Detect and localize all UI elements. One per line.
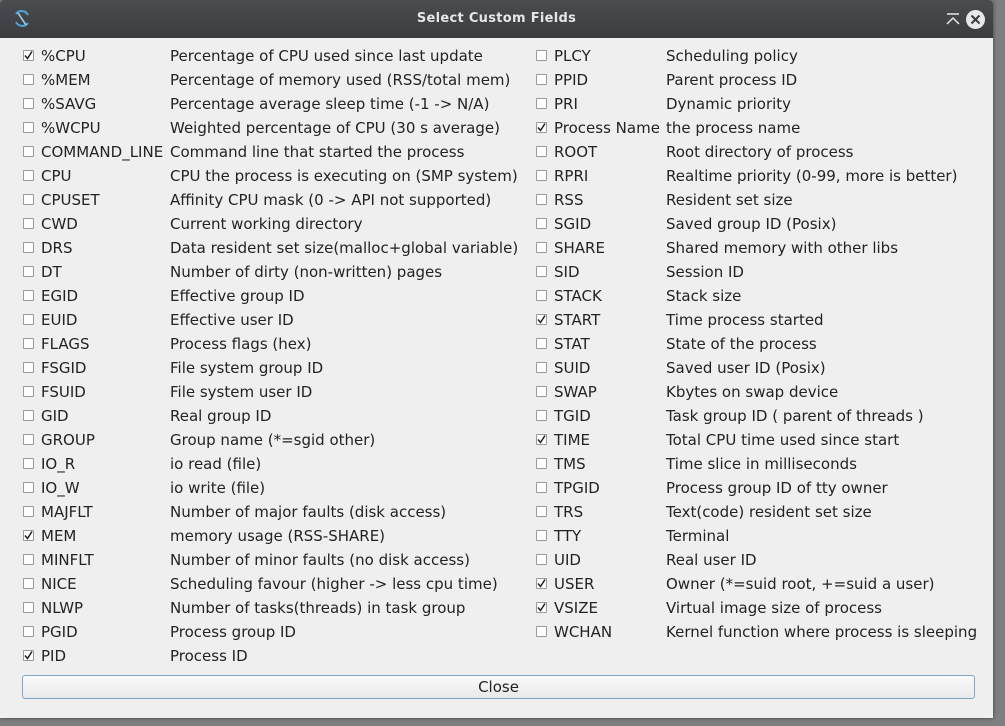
field-row-right xyxy=(0,452,993,476)
checkmark-icon xyxy=(23,650,34,661)
field-checkbox[interactable] xyxy=(536,602,547,613)
field-name[interactable]: START xyxy=(554,311,601,329)
field-name[interactable]: RSS xyxy=(554,191,584,209)
field-description: Time process started xyxy=(666,311,824,329)
field-name[interactable]: TTY xyxy=(554,527,582,545)
field-row-right xyxy=(0,140,993,164)
field-name[interactable]: STAT xyxy=(554,335,590,353)
field-name[interactable]: RPRI xyxy=(554,167,589,185)
field-row-left xyxy=(0,644,993,668)
field-name[interactable]: VSIZE xyxy=(554,599,598,617)
field-row-right xyxy=(0,548,993,572)
field-checkbox[interactable] xyxy=(536,578,547,589)
field-name[interactable]: %WCPU xyxy=(41,119,101,137)
field-description: Percentage of CPU used since last update xyxy=(170,47,483,65)
field-name[interactable]: STACK xyxy=(554,287,602,305)
field-row-right xyxy=(0,332,993,356)
field-description: Scheduling policy xyxy=(666,47,798,65)
field-description: Process flags (hex) xyxy=(170,335,312,353)
field-description: Kbytes on swap device xyxy=(666,383,839,401)
field-name[interactable]: %MEM xyxy=(41,71,91,89)
field-name[interactable]: WCHAN xyxy=(554,623,613,641)
field-name[interactable]: PID xyxy=(41,647,67,665)
field-description: File system user ID xyxy=(170,383,313,401)
field-name[interactable]: GROUP xyxy=(41,431,95,449)
field-name[interactable]: %SAVG xyxy=(41,95,97,113)
field-name[interactable]: CPU xyxy=(41,167,72,185)
field-row-right xyxy=(0,92,993,116)
field-checkbox[interactable] xyxy=(536,362,547,373)
field-checkbox[interactable] xyxy=(536,170,547,181)
field-description: Kernel function where process is sleeping xyxy=(666,623,978,641)
field-description: Number of dirty (non-written) pages xyxy=(170,263,443,281)
field-name[interactable]: PRI xyxy=(554,95,578,113)
checkmark-icon xyxy=(536,602,547,613)
field-checkbox[interactable] xyxy=(536,482,547,493)
field-name[interactable]: TPGID xyxy=(554,479,600,497)
field-row-right xyxy=(0,428,993,452)
field-name[interactable]: ROOT xyxy=(554,143,598,161)
field-description: Number of major faults (disk access) xyxy=(170,503,447,521)
field-name[interactable]: SGID xyxy=(554,215,592,233)
field-checkbox[interactable] xyxy=(536,50,547,61)
field-checkbox[interactable] xyxy=(536,242,547,253)
field-description: memory usage (RSS-SHARE) xyxy=(170,527,386,545)
field-name[interactable]: DRS xyxy=(41,239,73,257)
field-description: Saved user ID (Posix) xyxy=(666,359,826,377)
field-checkbox[interactable] xyxy=(536,218,547,229)
field-name[interactable]: EGID xyxy=(41,287,79,305)
field-name[interactable]: CPUSET xyxy=(41,191,100,209)
field-row-right xyxy=(0,404,993,428)
field-description: File system group ID xyxy=(170,359,324,377)
field-description: Task group ID ( parent of threads ) xyxy=(666,407,924,425)
field-description: Process ID xyxy=(170,647,248,665)
field-name[interactable]: FSGID xyxy=(41,359,87,377)
field-row-right xyxy=(0,212,993,236)
checkmark-icon xyxy=(536,122,547,133)
field-row-right xyxy=(0,500,993,524)
field-checkbox[interactable] xyxy=(536,146,547,157)
field-name[interactable]: SID xyxy=(554,263,580,281)
field-description: Text(code) resident set size xyxy=(666,503,872,521)
field-row-right xyxy=(0,284,993,308)
field-name[interactable]: GID xyxy=(41,407,69,425)
field-name[interactable]: FLAGS xyxy=(41,335,90,353)
field-description: Dynamic priority xyxy=(666,95,792,113)
field-checkbox[interactable] xyxy=(536,98,547,109)
field-name[interactable]: NICE xyxy=(41,575,77,593)
field-description: Scheduling favour (higher -> less cpu time) xyxy=(170,575,498,593)
field-description: Effective group ID xyxy=(170,287,305,305)
field-checkbox[interactable] xyxy=(536,626,547,637)
field-row-right xyxy=(0,308,993,332)
field-description: Number of minor faults (no disk access) xyxy=(170,551,470,569)
field-name[interactable]: MAJFLT xyxy=(41,503,93,521)
checkmark-icon xyxy=(536,314,547,325)
field-row-right xyxy=(0,68,993,92)
field-description: Total CPU time used since start xyxy=(666,431,900,449)
field-description: Real user ID xyxy=(666,551,757,569)
field-description: Parent process ID xyxy=(666,71,798,89)
field-name[interactable]: MEM xyxy=(41,527,77,545)
field-description: Terminal xyxy=(666,527,730,545)
title-bar[interactable] xyxy=(0,0,993,38)
field-description: Command line that started the process xyxy=(170,143,465,161)
field-name[interactable]: %CPU xyxy=(41,47,86,65)
field-name[interactable]: IO_W xyxy=(41,479,80,497)
close-button[interactable]: Close xyxy=(22,675,975,699)
field-checkbox[interactable] xyxy=(536,458,547,469)
field-name[interactable]: COMMAND_LINE xyxy=(41,143,164,161)
field-checkbox[interactable] xyxy=(536,554,547,565)
field-description: io write (file) xyxy=(170,479,266,497)
field-row-right xyxy=(0,236,993,260)
field-name[interactable]: SUID xyxy=(554,359,591,377)
field-checkbox[interactable] xyxy=(536,314,547,325)
field-description: Percentage of memory used (RSS/total mem) xyxy=(170,71,511,89)
field-checkbox[interactable] xyxy=(536,506,547,517)
field-description: Owner (*=suid root, +=suid a user) xyxy=(666,575,935,593)
field-description: Group name (*=sgid other) xyxy=(170,431,376,449)
field-description: Saved group ID (Posix) xyxy=(666,215,837,233)
field-name[interactable]: CWD xyxy=(41,215,78,233)
checkmark-icon xyxy=(536,578,547,589)
field-name[interactable]: TIME xyxy=(554,431,591,449)
field-checkbox[interactable] xyxy=(536,122,547,133)
field-checkbox[interactable] xyxy=(536,74,547,85)
field-checkbox[interactable] xyxy=(536,290,547,301)
field-description: Percentage average sleep time (-1 -> N/A) xyxy=(170,95,490,113)
checkmark-icon xyxy=(536,434,547,445)
field-row-right xyxy=(0,116,993,140)
field-row-right xyxy=(0,356,993,380)
field-checkbox[interactable] xyxy=(23,650,34,661)
field-description: CPU the process is executing on (SMP system) xyxy=(170,167,518,185)
field-name[interactable]: EUID xyxy=(41,311,78,329)
field-checkbox[interactable] xyxy=(536,530,547,541)
field-name[interactable]: MINFLT xyxy=(41,551,94,569)
field-checkbox[interactable] xyxy=(536,434,547,445)
field-description: Number of tasks(threads) in task group xyxy=(170,599,466,617)
field-name[interactable]: UID xyxy=(554,551,581,569)
field-row-right xyxy=(0,476,993,500)
field-name[interactable]: TRS xyxy=(554,503,584,521)
field-description: Resident set size xyxy=(666,191,793,209)
field-name[interactable]: TGID xyxy=(554,407,591,425)
field-name[interactable]: Process Name xyxy=(554,119,660,137)
field-description: Process group ID xyxy=(170,623,296,641)
field-description: Real group ID xyxy=(170,407,272,425)
field-name[interactable]: DT xyxy=(41,263,62,281)
field-description: Weighted percentage of CPU (30 s average) xyxy=(170,119,500,137)
close-icon[interactable] xyxy=(966,10,985,29)
field-row-right xyxy=(0,572,993,596)
field-row-right xyxy=(0,620,993,644)
field-description: Effective user ID xyxy=(170,311,294,329)
field-description: Affinity CPU mask (0 -> API not supported) xyxy=(170,191,492,209)
field-row-right xyxy=(0,380,993,404)
field-description: Process group ID of tty owner xyxy=(666,479,888,497)
field-description: State of the process xyxy=(666,335,817,353)
field-description: Current working directory xyxy=(170,215,363,233)
field-list xyxy=(0,44,993,668)
field-description: the process name xyxy=(666,119,801,137)
field-name[interactable]: NLWP xyxy=(41,599,84,617)
field-checkbox[interactable] xyxy=(536,386,547,397)
field-row-right xyxy=(0,164,993,188)
field-row-right xyxy=(0,44,993,68)
field-name[interactable]: PPID xyxy=(554,71,589,89)
field-row-right xyxy=(0,188,993,212)
field-description: Data resident set size(malloc+global variable) xyxy=(170,239,519,257)
field-checkbox[interactable] xyxy=(536,338,547,349)
field-description: Shared memory with other libs xyxy=(666,239,899,257)
field-checkbox[interactable] xyxy=(536,410,547,421)
dialog-title: Select Custom Fields xyxy=(416,11,577,26)
field-row-right xyxy=(0,524,993,548)
field-description: Root directory of process xyxy=(666,143,854,161)
keep-above-icon[interactable] xyxy=(944,11,962,27)
field-name[interactable]: SWAP xyxy=(554,383,597,401)
field-name[interactable]: PLCY xyxy=(554,47,591,65)
field-description: Stack size xyxy=(666,287,742,305)
field-description: io read (file) xyxy=(170,455,262,473)
field-name[interactable]: SHARE xyxy=(554,239,605,257)
field-checkbox[interactable] xyxy=(536,194,547,205)
field-name[interactable]: PGID xyxy=(41,623,78,641)
field-name[interactable]: USER xyxy=(554,575,595,593)
field-row-right xyxy=(0,596,993,620)
field-description: Session ID xyxy=(666,263,744,281)
field-name[interactable]: FSUID xyxy=(41,383,86,401)
field-description: Time slice in milliseconds xyxy=(666,455,857,473)
field-name[interactable]: TMS xyxy=(554,455,586,473)
field-name[interactable]: IO_R xyxy=(41,455,76,473)
field-description: Realtime priority (0-99, more is better) xyxy=(666,167,958,185)
field-row-right xyxy=(0,260,993,284)
field-description: Virtual image size of process xyxy=(666,599,882,617)
field-checkbox[interactable] xyxy=(536,266,547,277)
